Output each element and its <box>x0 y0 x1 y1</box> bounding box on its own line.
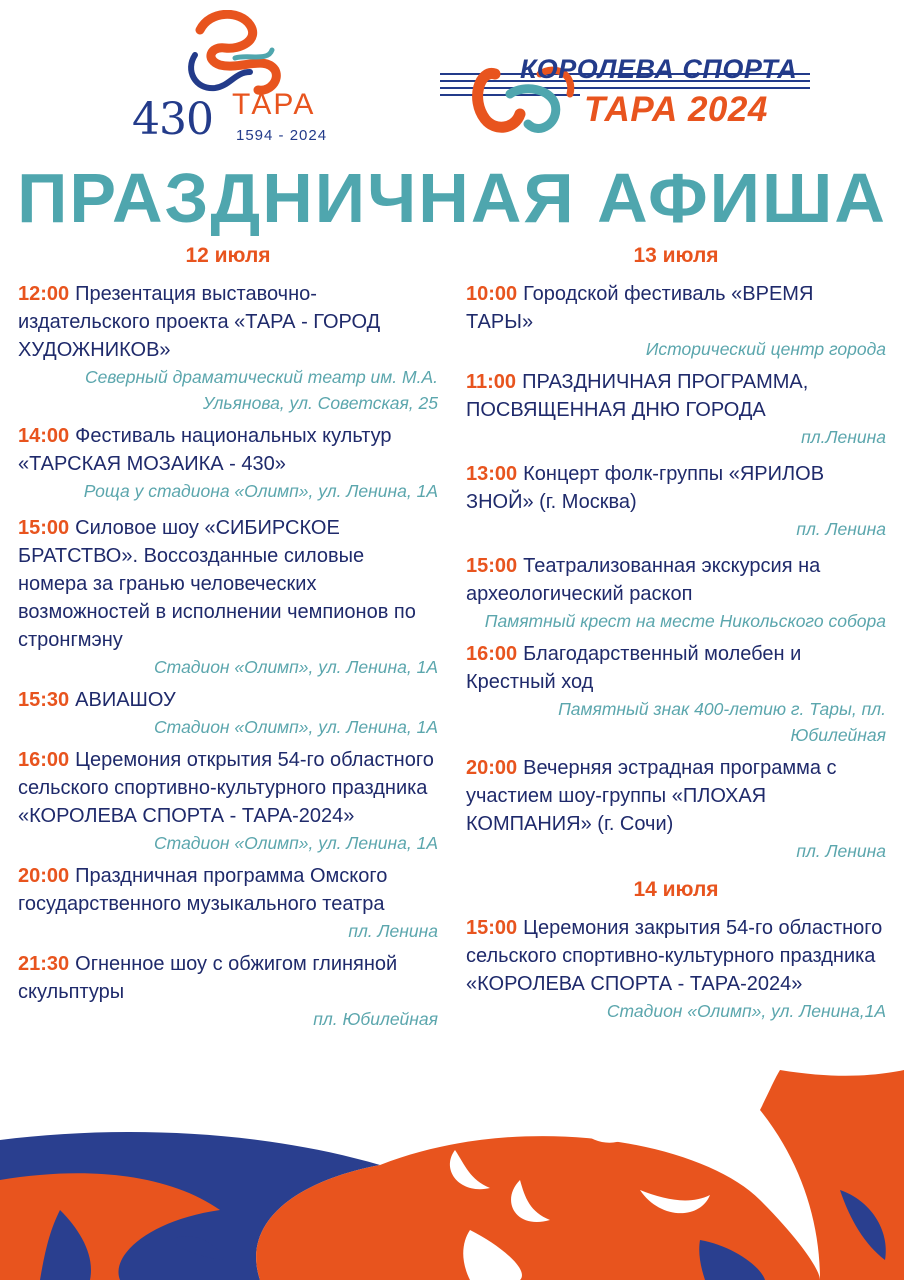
event-time: 15:30 <box>18 689 70 711</box>
event-venue: пл. Ленина <box>348 921 438 941</box>
event-item <box>18 280 438 416</box>
event-item <box>466 280 886 362</box>
koroleva-sporta-text: КОРОЛЕВА СПОРТА <box>520 54 798 84</box>
event-title: Концерт фолк-группы «ЯРИЛОВ ЗНОЙ» (г. Москва) <box>466 463 825 513</box>
event-title: Церемония открытия 54-го областного сельского спортивно-культурного праздника «КОРОЛЕВА СПОРТА - ТАРА-2024» <box>18 749 434 827</box>
event-title: Презентация выставочно-издательского проекта «ТАРА - ГОРОД ХУДОЖНИКОВ» <box>18 283 381 361</box>
event-venue: Стадион «Олимп», ул. Ленина,1А <box>606 1001 886 1021</box>
anniversary-years: 1594 - 2024 <box>236 127 328 144</box>
event-venue: пл.Ленина <box>801 427 886 447</box>
event-item <box>466 914 886 1024</box>
event-title: Благодарственный молебен и Крестный ход <box>466 643 802 693</box>
city-name: ТАРА <box>232 88 316 121</box>
event-item <box>18 746 438 856</box>
day-date: 12 июля <box>185 244 271 267</box>
day-date: 14 июля <box>633 878 719 901</box>
event-item <box>466 460 886 542</box>
event-time: 16:00 <box>18 749 70 771</box>
event-title: Церемония закрытия 54-го областного сельского спортивно-культурного праздника «КОРОЛЕВА СПОРТА - ТАРА-2024» <box>466 917 883 995</box>
event-item <box>18 422 438 504</box>
event-description <box>18 280 438 364</box>
event-venue: пл. Ленина <box>796 519 886 539</box>
day-column-13-14-july <box>466 244 886 1030</box>
event-item <box>18 950 438 1032</box>
event-venue: пл. Ленина <box>796 841 886 861</box>
event-time: 11:00 <box>466 371 517 393</box>
event-description <box>466 460 886 516</box>
event-description <box>466 754 886 838</box>
event-time: 15:00 <box>466 555 518 577</box>
day-date: 13 июля <box>633 244 719 267</box>
event-venue: Памятный знак 400-летию г. Тары, пл. Юбилейная <box>558 699 886 745</box>
event-time: 12:00 <box>18 283 70 305</box>
event-title: Огненное шоу с обжигом глиняной скульптуры <box>18 953 398 1003</box>
event-time: 13:00 <box>466 463 518 485</box>
event-time: 20:00 <box>18 865 70 887</box>
event-description <box>466 280 886 336</box>
anniversary-number: 430 <box>132 94 213 145</box>
event-item <box>466 754 886 864</box>
event-time: 10:00 <box>466 283 518 305</box>
event-description <box>18 862 438 918</box>
event-time: 15:00 <box>466 917 518 939</box>
event-venue: Стадион «Олимп», ул. Ленина, 1А <box>154 833 438 853</box>
event-venue: Исторический центр города <box>645 339 886 359</box>
event-venue: Памятный крест на месте Никольского собора <box>484 611 886 631</box>
event-title: Театрализованная экскурсия на археологический раскоп <box>466 555 821 605</box>
event-title: Силовое шоу «СИБИРСКОЕ БРАТСТВО». Воссозданные силовые номера за гранью человеческих возможностей в исполнении чемпионов по стронгмэну <box>18 517 416 651</box>
event-description <box>18 422 438 478</box>
event-title: ПРАЗДНИЧНАЯ ПРОГРАММА, ПОСВЯЩЕННАЯ ДНЮ ГОРОДА <box>466 371 809 421</box>
event-description <box>18 950 438 1006</box>
event-item <box>18 686 438 740</box>
tara-2024-text: ТАРА 2024 <box>584 90 768 129</box>
event-description <box>466 640 886 696</box>
event-title: Городской фестиваль «ВРЕМЯ ТАРЫ» <box>466 283 814 333</box>
event-venue: пл. Юбилейная <box>313 1009 438 1029</box>
event-item <box>466 552 886 634</box>
event-title: АВИАШОУ <box>75 689 176 711</box>
event-description <box>466 914 886 998</box>
event-item <box>466 368 886 450</box>
event-item <box>18 862 438 944</box>
logo-koroleva-sporta <box>440 44 820 144</box>
event-time: 14:00 <box>18 425 70 447</box>
logo-430-tara <box>128 10 338 150</box>
event-venue: Северный драматический театр им. М.А. Ульянова, ул. Советская, 25 <box>84 367 438 413</box>
event-description <box>466 368 886 424</box>
day-column-12-july <box>18 244 438 1038</box>
event-title: Праздничная программа Омского государственного музыкального театра <box>18 865 388 915</box>
event-time: 16:00 <box>466 643 518 665</box>
event-description <box>18 514 438 654</box>
event-title: Вечерняя эстрадная программа с участием шоу-группы «ПЛОХАЯ КОМПАНИЯ» (г. Сочи) <box>466 757 837 835</box>
event-item <box>18 514 438 680</box>
decorative-ornament <box>0 1070 904 1280</box>
sable-emblem-icon <box>180 10 290 100</box>
event-time: 21:30 <box>18 953 70 975</box>
event-description <box>18 746 438 830</box>
event-description <box>466 552 886 608</box>
event-venue: Роща у стадиона «Олимп», ул. Ленина, 1А <box>83 481 438 501</box>
event-venue: Стадион «Олимп», ул. Ленина, 1А <box>154 657 438 677</box>
event-item <box>466 640 886 748</box>
event-time: 15:00 <box>18 517 70 539</box>
event-time: 20:00 <box>466 757 518 779</box>
event-title: Фестиваль национальных культур «ТАРСКАЯ МОЗАИКА - 430» <box>18 425 392 475</box>
event-description <box>18 686 438 714</box>
event-venue: Стадион «Олимп», ул. Ленина, 1А <box>154 717 438 737</box>
page-title: ПРАЗДНИЧНАЯ АФИША <box>17 159 887 237</box>
